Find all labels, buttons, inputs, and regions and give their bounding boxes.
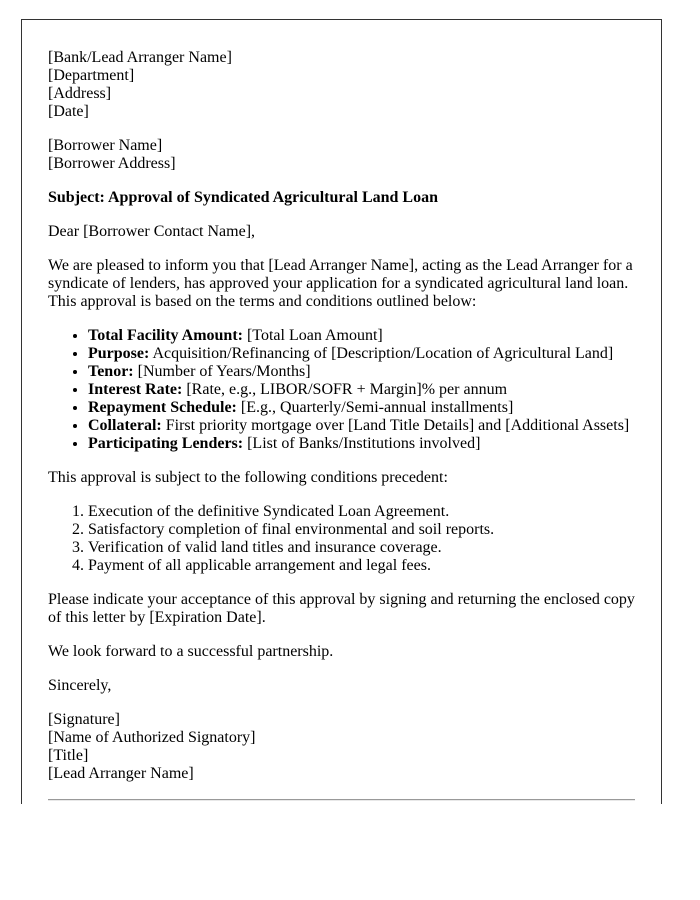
term-value: [E.g., Quarterly/Semi-annual installments] bbox=[240, 399, 514, 416]
term-label: Total Facility Amount: bbox=[88, 327, 243, 344]
signature-line-title: [Title] bbox=[48, 747, 89, 764]
term-item-purpose bbox=[88, 345, 635, 363]
term-value: [Rate, e.g., LIBOR/SOFR + Margin]% per annum bbox=[186, 381, 508, 398]
term-label: Repayment Schedule: bbox=[88, 399, 237, 416]
condition-item-3: 3. Verification of valid land titles and insurance coverage. bbox=[88, 539, 635, 557]
term-label: Interest Rate: bbox=[88, 381, 183, 398]
signature-line-signature: [Signature] bbox=[48, 711, 120, 728]
term-item-tenor bbox=[88, 363, 635, 381]
conditions-list bbox=[48, 503, 635, 575]
recipient-line-name: [Borrower Name] bbox=[48, 137, 163, 154]
footer-divider bbox=[48, 799, 635, 801]
term-value: [Total Loan Amount] bbox=[246, 327, 383, 344]
signature-line-name: [Name of Authorized Signatory] bbox=[48, 729, 256, 746]
condition-item-2: 2. Satisfactory completion of final environmental and soil reports. bbox=[88, 521, 635, 539]
signoff: Sincerely, bbox=[48, 677, 112, 694]
sender-address-block bbox=[48, 49, 635, 121]
term-value: First priority mortgage over [Land Title Details] and [Additional Assets] bbox=[165, 417, 630, 434]
term-item-participating-lenders bbox=[88, 435, 635, 453]
signature-line-arranger: [Lead Arranger Name] bbox=[48, 765, 194, 782]
term-item-total-facility bbox=[88, 327, 635, 345]
sender-line-address: [Address] bbox=[48, 85, 112, 102]
letter-page bbox=[21, 19, 662, 804]
term-label: Purpose: bbox=[88, 345, 150, 362]
term-label: Participating Lenders: bbox=[88, 435, 244, 452]
term-value: [List of Banks/Institutions involved] bbox=[247, 435, 481, 452]
sender-line-bank: [Bank/Lead Arranger Name] bbox=[48, 49, 232, 66]
term-value: Acquisition/Refinancing of [Description/Location of Agricultural Land] bbox=[152, 345, 614, 362]
recipient-address-block bbox=[48, 137, 635, 173]
condition-item-1: 1. Execution of the definitive Syndicated Loan Agreement. bbox=[88, 503, 635, 521]
sender-line-date: [Date] bbox=[48, 103, 89, 120]
recipient-line-address: [Borrower Address] bbox=[48, 155, 176, 172]
term-item-interest-rate bbox=[88, 381, 635, 399]
acceptance-paragraph: Please indicate your acceptance of this approval by signing and returning the enclosed copy of this letter by [Expiration Date]. bbox=[48, 591, 635, 626]
term-label: Tenor: bbox=[88, 363, 134, 380]
intro-paragraph: We are pleased to inform you that [Lead Arranger Name], acting as the Lead Arranger for a syndicate of lenders, has approved your application for a syndicated agricultural land loan. This approval is based on the terms and conditions outlined below: bbox=[48, 257, 633, 310]
terms-list bbox=[48, 327, 635, 453]
closing-line: We look forward to a successful partnership. bbox=[48, 643, 334, 660]
term-value: [Number of Years/Months] bbox=[137, 363, 311, 380]
term-item-repayment-schedule bbox=[88, 399, 635, 417]
salutation: Dear [Borrower Contact Name], bbox=[48, 223, 256, 240]
condition-item-4: 4. Payment of all applicable arrangement and legal fees. bbox=[88, 557, 635, 575]
sender-line-department: [Department] bbox=[48, 67, 135, 84]
term-label: Collateral: bbox=[88, 417, 162, 434]
signature-block bbox=[48, 711, 635, 783]
subject-line: Subject: Approval of Syndicated Agricultural Land Loan bbox=[48, 189, 438, 206]
term-item-collateral bbox=[88, 417, 635, 435]
conditions-intro: This approval is subject to the following conditions precedent: bbox=[48, 469, 448, 486]
